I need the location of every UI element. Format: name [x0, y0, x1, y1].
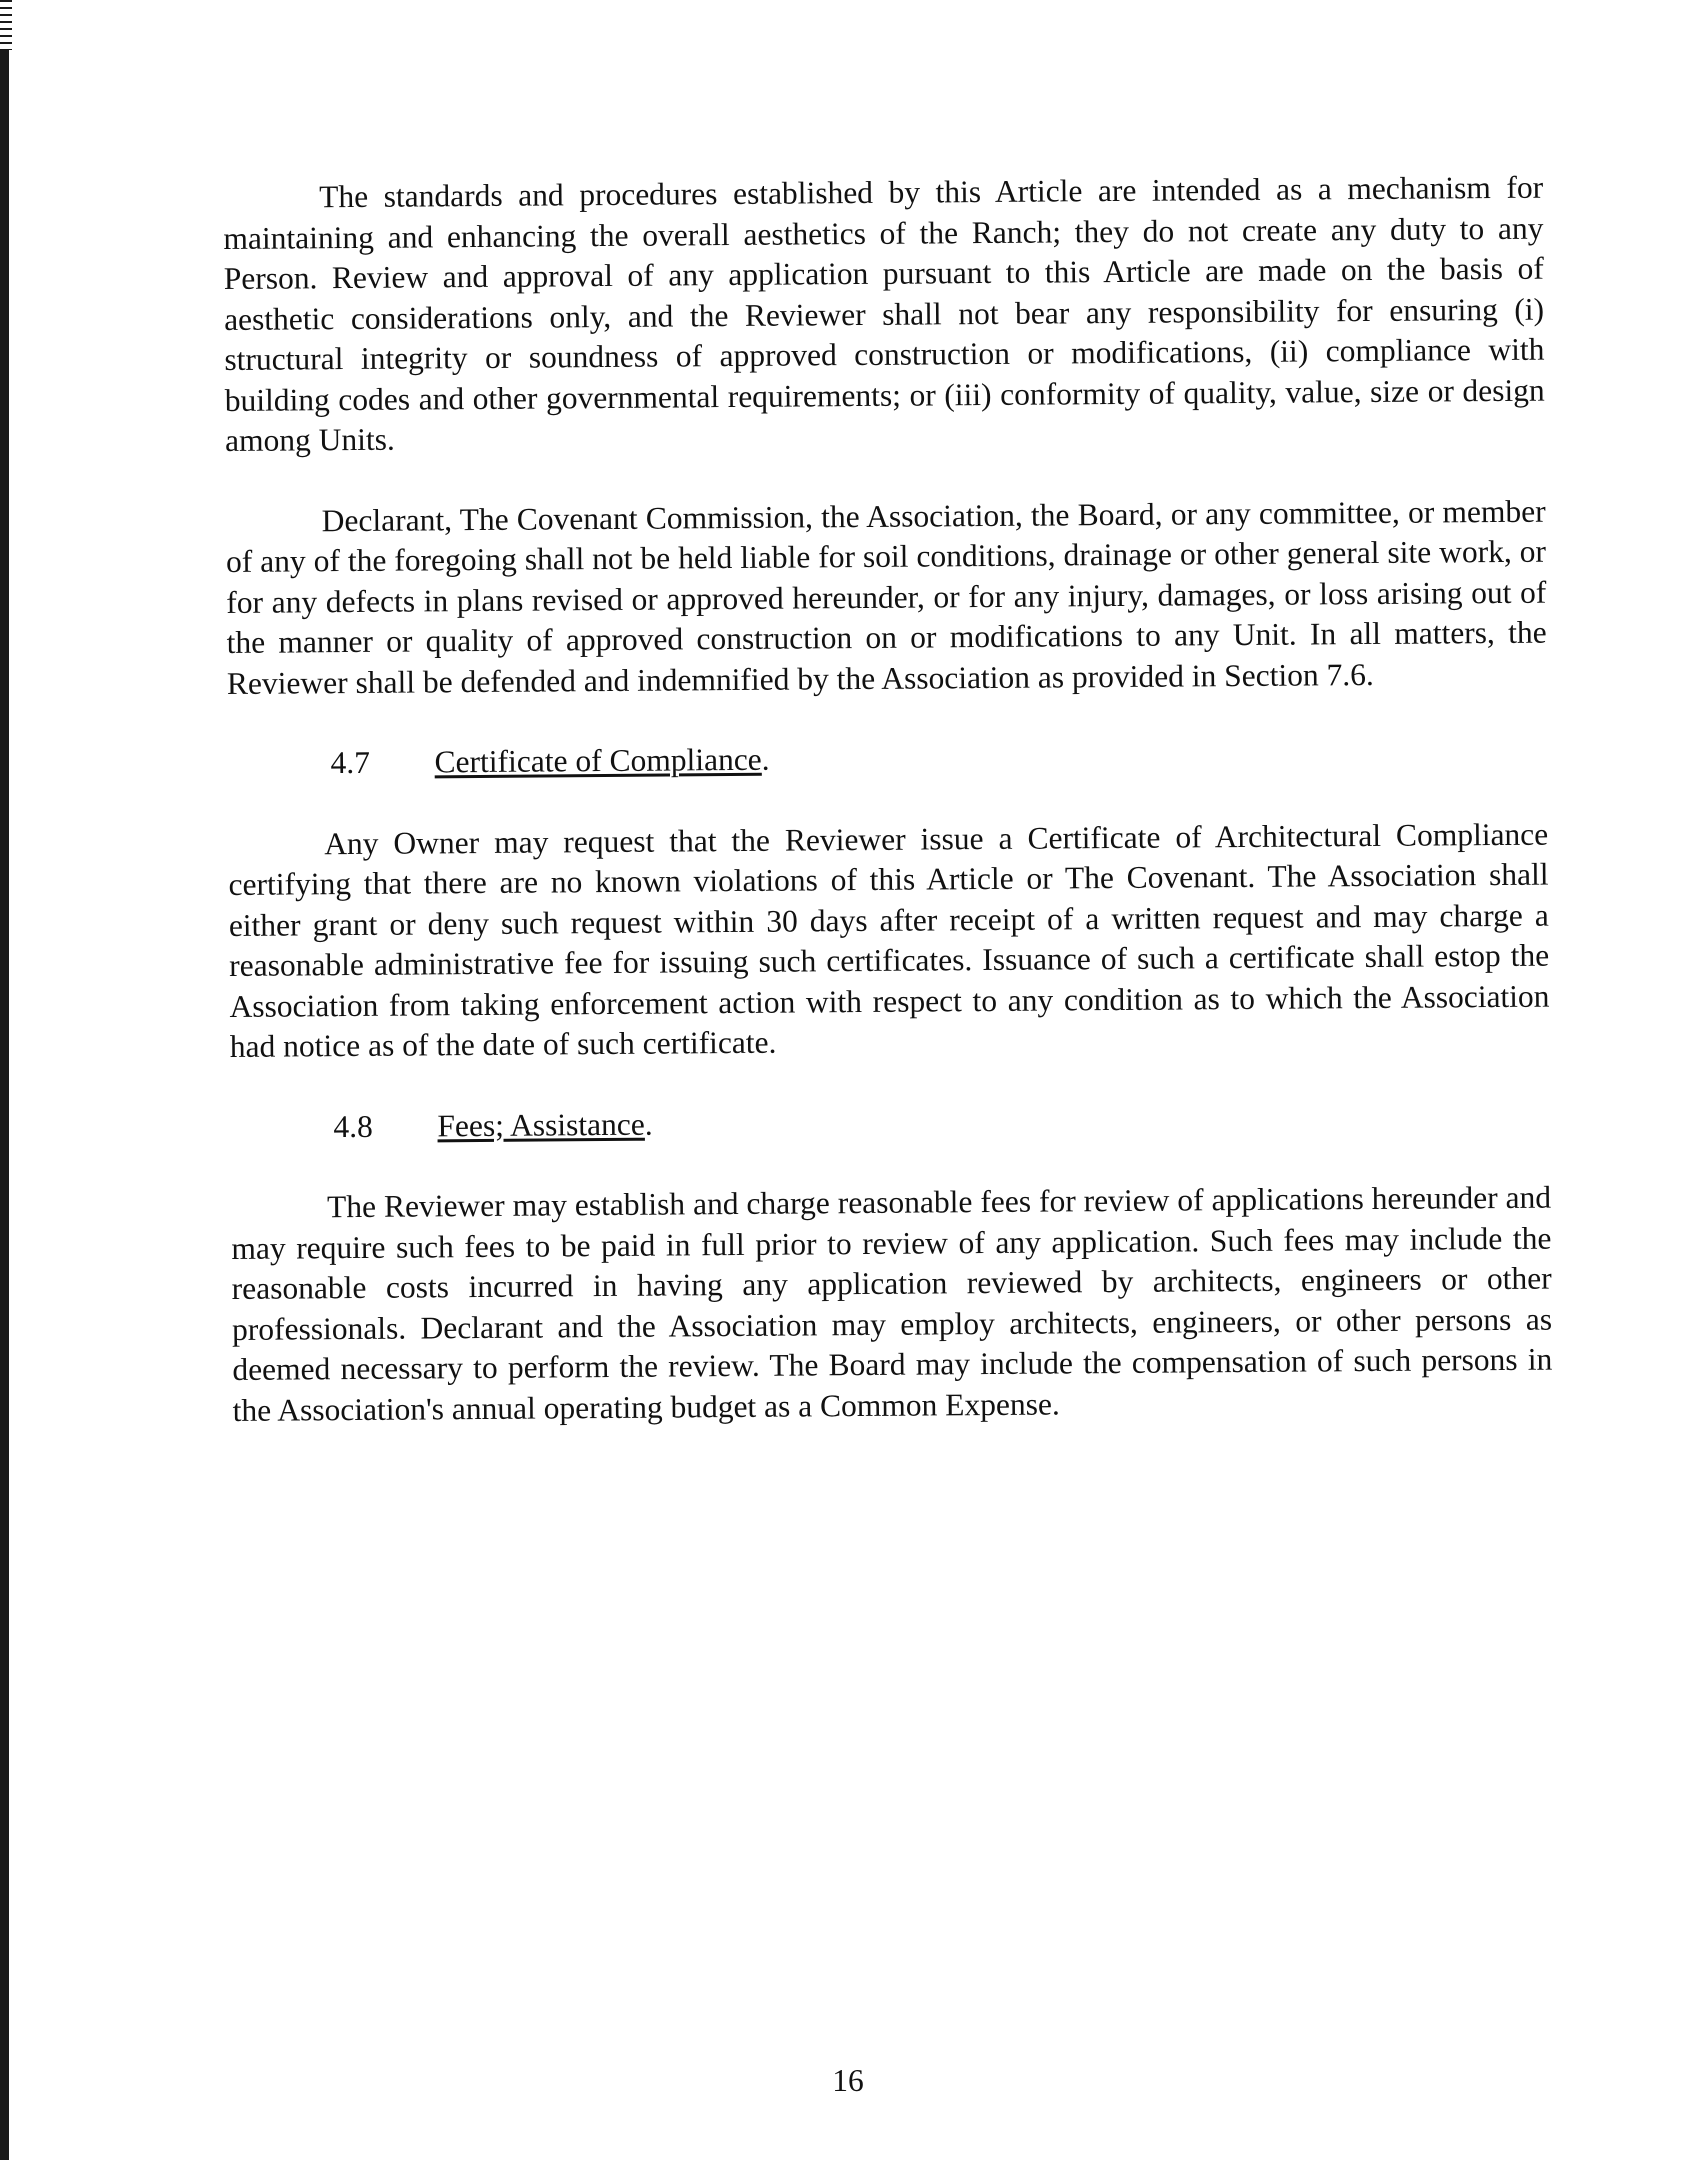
paragraph-certificate: Any Owner may request that the Reviewer issue a Certificate of Architectural Compliance certifying that there are no known violations of this Article or The Covenant. The Association shall either grant or deny such request within 30 days after receipt of a written request and may charge a reasonable administrative fee for issuing such certificates. Issuance of such a certificate shall estop the Association from taking enforcement action with respect to any condition as to which the Association had notice as of the date of such certificate. — [228, 816, 1550, 1064]
section-title: Fees; Assistance — [437, 1106, 645, 1143]
paragraph-fees: The Reviewer may establish and charge reasonable fees for review of applications hereunder and may require such fees to be paid in full prior to review of any application. Such fees may include the reasonable costs incurred in having any application reviewed by architects, engineers or other professionals. Declarant and the Association may employ architects, engineers, or other persons as deemed necessary to perform the review. The Board may include the compensation of such persons in the Association's annual operating budget as a Common Expense. — [231, 1179, 1553, 1428]
section-number: 4.8 — [333, 1108, 373, 1144]
section-heading-4-8: 4.8 Fees; Assistance. — [230, 1097, 1550, 1148]
section-heading-4-7: 4.7 Certificate of Compliance. — [227, 734, 1547, 785]
document-page — [223, 168, 1553, 1431]
paragraph-liability: Declarant, The Covenant Commission, the Association, the Board, or any committee, or member of any of the foregoing shall not be held liable for soil conditions, drainage or other general site work, or for any defects in plans revised or approved hereunder, or for any injury, damages, or loss arising out of the manner or quality of approved construction on or modifications to any Unit. In all matters, the Reviewer shall be defended and indemnified by the Association as provided in Section 7.6. — [225, 493, 1547, 701]
scan-edge — [0, 0, 9, 2160]
page-number: 16 — [832, 2063, 864, 2098]
section-title: Certificate of Compliance — [434, 741, 762, 780]
paragraph-standards: The standards and procedures established by this Article are intended as a mechanism for maintaining and enhancing the overall aesthetics of the Ranch; they do not create any duty to any Person. Review and approval of any application pursuant to this Article are made on the basis of aesthetic considerations only, and the Reviewer shall not bear any responsibility for ensuring (i) structural integrity or soundness of approved construction or modifications, (ii) compliance with building codes and other governmental requirements; or (iii) conformity of quality, value, size or design among Units. — [223, 169, 1545, 458]
scan-marks — [0, 0, 12, 50]
section-number: 4.7 — [330, 744, 371, 781]
